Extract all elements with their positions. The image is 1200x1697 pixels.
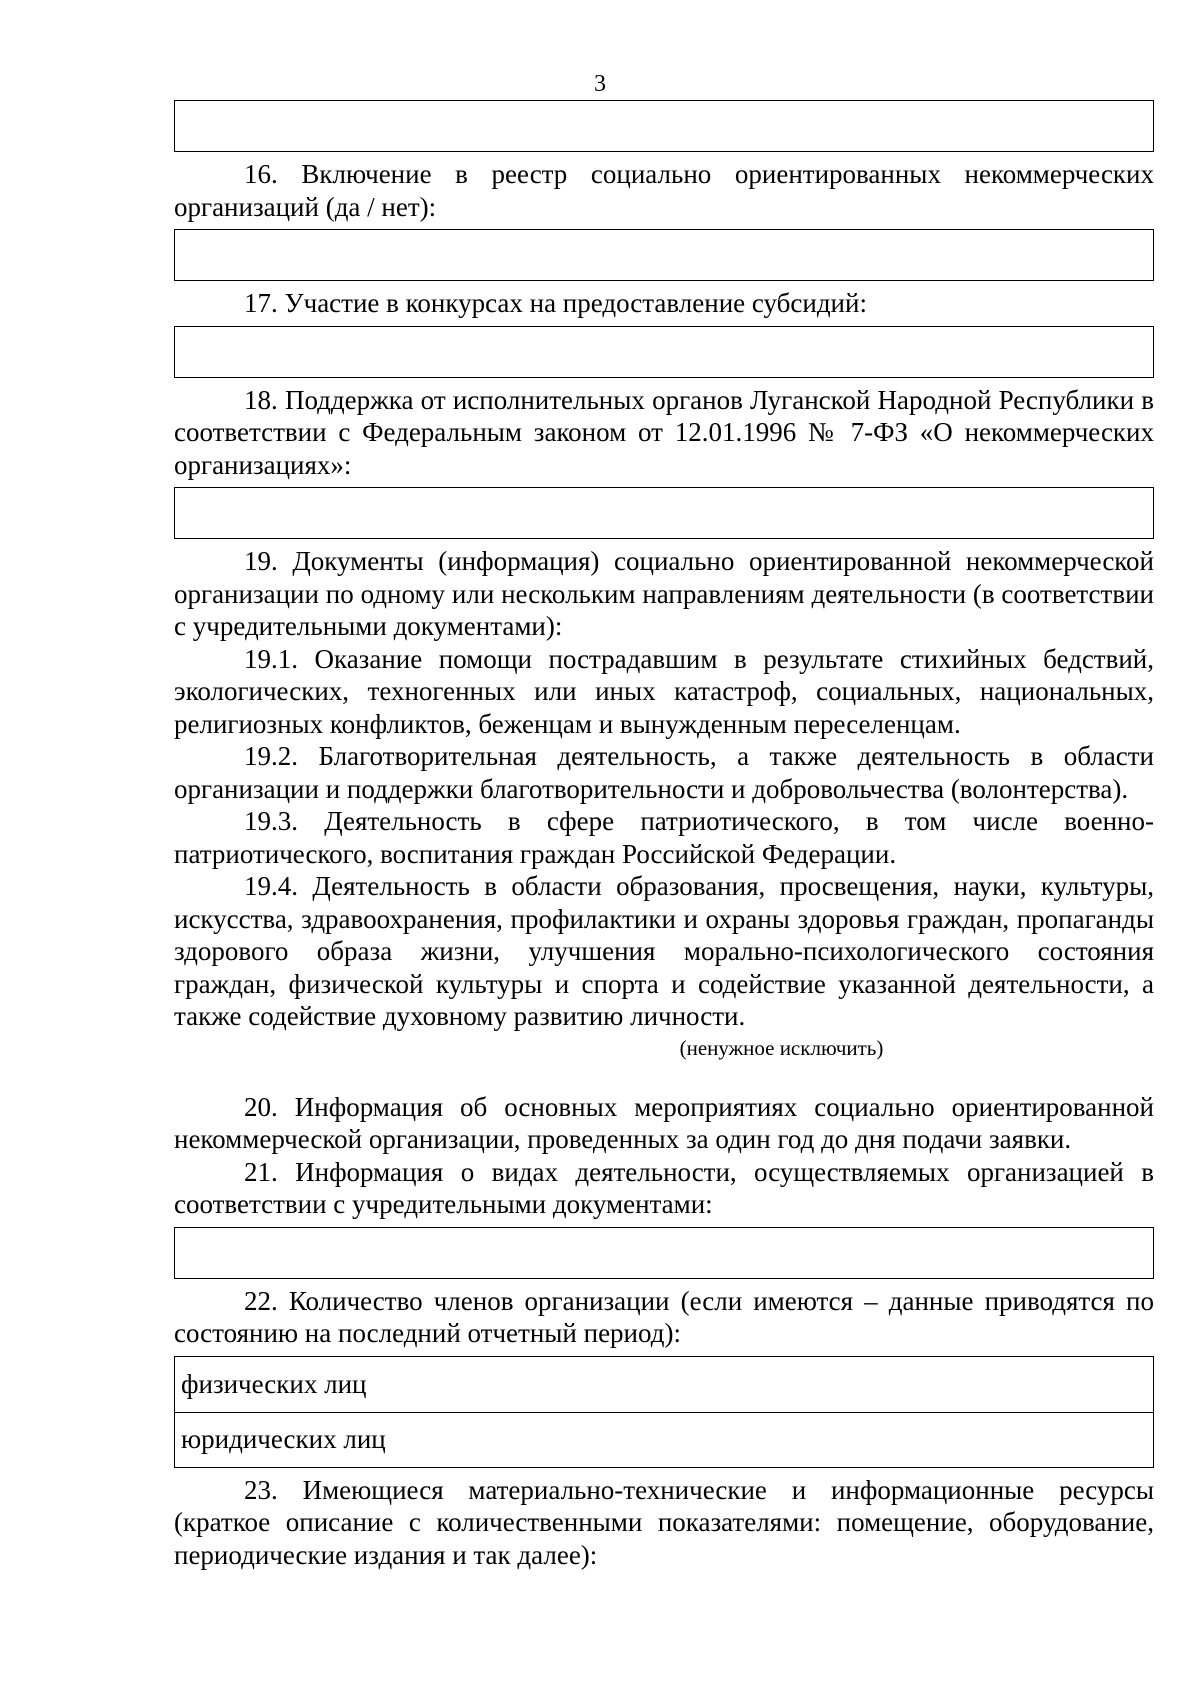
field-21-answer[interactable] — [174, 1227, 1154, 1279]
page-number: 3 — [594, 71, 606, 97]
item-19-4-text: 19.4. Деятельность в области образования, просвещения, науки, культуры, искусства, здравоохранения, профилактики и охраны здоровья граждан, пропаганды здорового образа жизни, улучшения морально-психологического состояния граждан, физической культуры и спорта и содействие указанной деятельности, а также содействие духовному развитию личности. — [174, 871, 1154, 1031]
item-19-1-text: 19.1. Оказание помощи пострадавшим в результате стихийных бедствий, экологических, техногенных или иных катастроф, социальных, национальных, религиозных конфликтов, беженцам и вынужденным переселенцам. — [174, 643, 1154, 739]
item-17-text: 17. Участие в конкурсах на предоставление субсидий: — [244, 288, 867, 318]
members-legal-entities-row[interactable] — [175, 1412, 1153, 1467]
members-individuals-label: физических лиц — [181, 1368, 367, 1399]
field-16-answer[interactable] — [174, 229, 1154, 281]
field-17-answer[interactable] — [174, 326, 1154, 378]
item-22-text: 22. Количество членов организации (если имеются – данные приводятся по состоянию на последний отчетный период): — [174, 1285, 1154, 1348]
field-18-answer[interactable] — [174, 487, 1154, 539]
item-19-2-text: 19.2. Благотворительная деятельность, а также деятельность в области организации и поддержки благотворительности и добровольчества (волонтерства). — [174, 741, 1154, 804]
item-20-text: 20. Информация об основных мероприятиях социально ориентированной некоммерческой организации, проведенных за один год до дня подачи заявки. — [174, 1091, 1154, 1154]
members-individuals-row[interactable] — [175, 1357, 1153, 1412]
form-content — [174, 100, 1154, 1571]
item-23-text: 23. Имеющиеся материально-технические и информационные ресурсы (краткое описание с количественными показателями: помещение, оборудование, периодические издания и так далее): — [174, 1474, 1154, 1570]
item-18-text: 18. Поддержка от исполнительных органов Луганской Народной Республики в соответствии с Федеральным законом от 12.01.1996 № 7-ФЗ «О некоммерческих организациях»: — [174, 384, 1154, 480]
item-21-text: 21. Информация о видах деятельности, осуществляемых организацией в соответствии с учредительными документами: — [174, 1156, 1154, 1219]
members-table — [174, 1356, 1154, 1468]
field-15-answer[interactable] — [174, 100, 1154, 152]
item-19-text: 19. Документы (информация) социально ориентированной некоммерческой организации по одному или нескольким направлениям деятельности (в соответствии с учредительными документами): — [174, 546, 1154, 641]
item-16-text: 16. Включение в реестр социально ориентированных некоммерческих организаций (да / нет): — [174, 159, 1154, 222]
item-19-3-text: 19.3. Деятельность в сфере патриотического, в том числе военно-патриотического, воспитания граждан Российской Федерации. — [174, 806, 1154, 869]
exclusion-note: (ненужное исключить) — [679, 1035, 884, 1060]
members-legal-entities-label: юридических лиц — [181, 1424, 386, 1455]
